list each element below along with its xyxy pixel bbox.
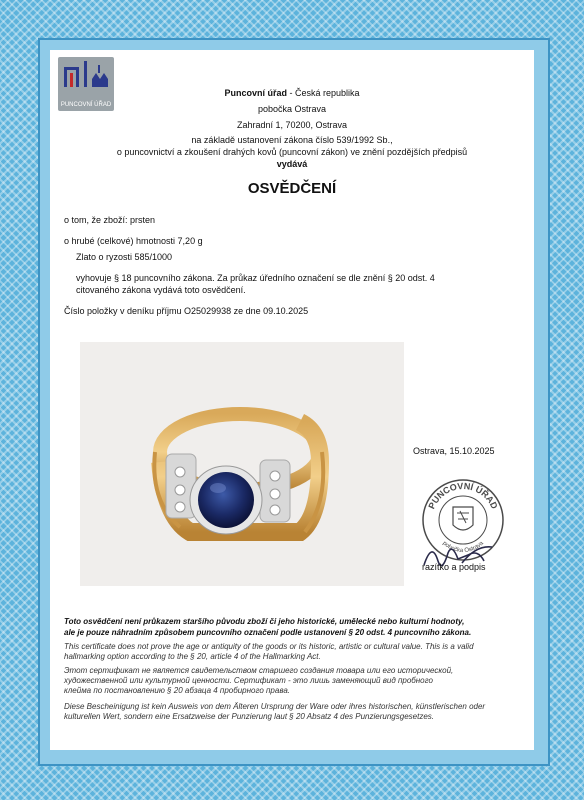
entry-number-line: Číslo položky v deníku příjmu O25029938 ze dne 09.10.2025 <box>64 306 309 316</box>
disclaimer-de-2: kulturellen Wert, sondern eine Ersatzweise der Punzierung laut § 20 Absatz 4 des Punzierungsgesetzes. <box>64 712 434 721</box>
header-office <box>110 87 474 99</box>
header-office-name: Puncovní úřad <box>224 88 287 98</box>
header-country: - Česká republika <box>286 88 360 98</box>
assay-office-logo <box>58 57 114 111</box>
disclaimer-ru-1: Этот сертификат не является свидетельством старшего создания товара или его исторической, <box>64 666 454 675</box>
place-and-date: Ostrava, 15.10.2025 <box>413 446 495 456</box>
gold-fineness-line: Zlato o ryzosti 585/1000 <box>76 252 173 262</box>
stamp-top-text: PUNCOVNÍ ÚŘAD <box>426 480 500 511</box>
disclaimer-en-1: This certificate does not prove the age or antiquity of the goods or its historic, artistic or cultural value. This is a valid <box>64 642 474 651</box>
header-law-detail: o puncovnictví a zkoušení drahých kovů (puncovní zákon) ve znění pozdějších předpisů <box>116 147 468 157</box>
disclaimer-cz-2: ale je pouze náhradním způsobem puncovního označení podle ustanovení § 20 odst. 4 puncovního zákona. <box>64 628 472 637</box>
certificate-title: OSVĚDČENÍ <box>247 180 337 197</box>
stamp-and-signature-label: razítko a podpis <box>422 562 486 572</box>
disclaimer-ru-3: клейма по постановлению § 20 абзаца 4 пробирного права. <box>64 686 290 695</box>
header-branch: pobočka Ostrava <box>257 104 327 114</box>
stamp-bottom-text: pobočka Ostrava <box>441 540 485 555</box>
ring-image <box>80 342 404 586</box>
disclaimer-en-2: hallmarking option according to the § 20, article 4 of the Hallmarking Act. <box>64 652 321 661</box>
compliance-line-1: vyhovuje § 18 puncovního zákona. Za průkaz úředního označení se dle znění § 20 odst. 4 <box>76 273 435 283</box>
disclaimer-ru-2: художественной или культурной ценности. Сертификат - это лишь заменяющий вид пробного <box>64 676 433 685</box>
compliance-line-2: citovaného zákona vydává toto osvědčení. <box>76 285 246 295</box>
disclaimer-de-1: Diese Bescheinigung ist kein Ausweis von dem Älteren Ursprung der Ware oder ihres historischen, künstlerischen oder <box>64 702 486 711</box>
item-line: o tom, že zboží: prsten <box>64 215 156 225</box>
header-address: Zahradní 1, 70200, Ostrava <box>236 120 348 130</box>
ring-photo <box>80 342 404 586</box>
logo-label: PUNCOVNÍ ÚŘAD <box>60 102 112 108</box>
disclaimer-cz-1: Toto osvědčení není průkazem staršího původu zboží či jeho historické, umělecké nebo kulturní hodnoty, <box>64 617 465 626</box>
header-law: na základě ustanovení zákona číslo 539/1992 Sb., <box>191 135 393 145</box>
weight-line: o hrubé (celkové) hmotnosti 7,20 g <box>64 236 203 246</box>
header-issues: vydává <box>276 159 308 169</box>
